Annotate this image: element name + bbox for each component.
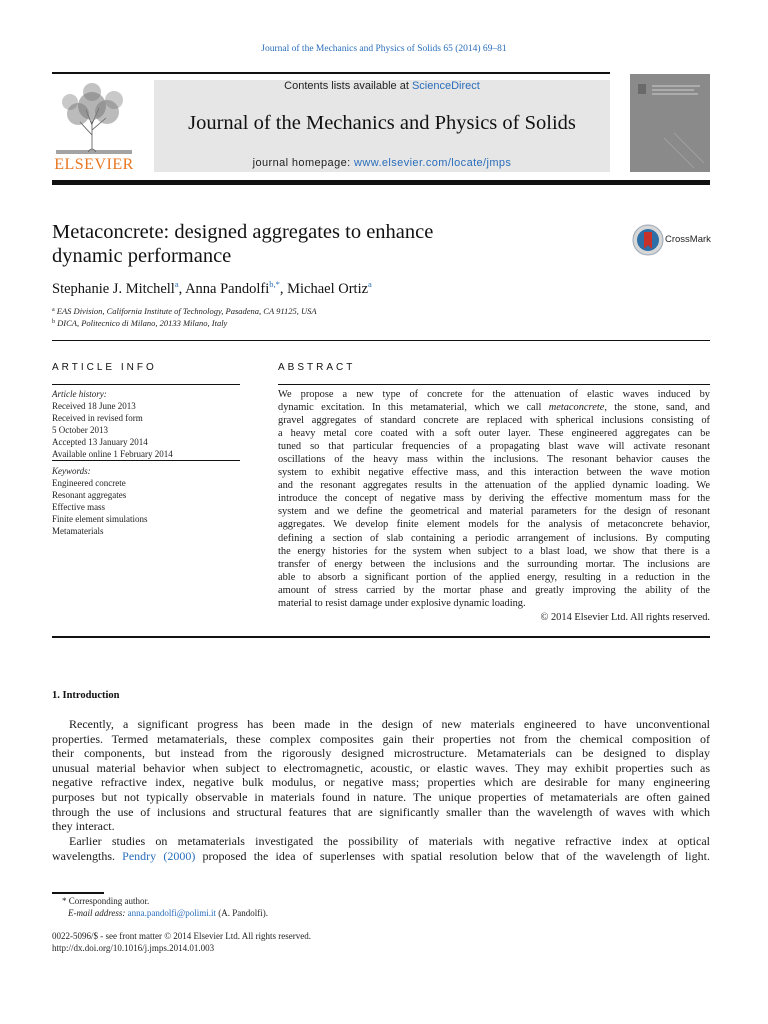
emphasized-term: metaconcrete bbox=[548, 402, 605, 414]
keywords-block: Keywords: Engineered concrete Resonant aggregates Effective mass Finite element simulations Metamaterials bbox=[52, 466, 148, 536]
keywords-rule bbox=[52, 460, 240, 461]
author-name[interactable]: Anna Pandolfi bbox=[185, 281, 270, 297]
cover-decoration bbox=[634, 78, 706, 168]
journal-citation[interactable]: Journal of the Mechanics and Physics of Solids 65 (2014) 69–81 bbox=[261, 44, 507, 54]
article-title: Metaconcrete: designed aggregates to enhance dynamic performance bbox=[52, 221, 434, 267]
article-info-rule bbox=[52, 384, 240, 385]
intro-paragraph-2-line-2: wavelengths. Pendry (2000) proposed the idea of superlenses with spatial resolution below that of the wavelength of light. bbox=[52, 848, 710, 863]
keyword: Engineered concrete bbox=[52, 477, 126, 488]
homepage-line: journal homepage: www.elsevier.com/locate/jmps bbox=[252, 157, 512, 169]
author-email-link[interactable]: anna.pandolfi@polimi.it bbox=[127, 908, 216, 918]
author-separator: , bbox=[279, 281, 288, 297]
contents-line: Contents lists available at ScienceDirect bbox=[284, 80, 480, 92]
keyword: Effective mass bbox=[52, 501, 106, 512]
author-separator: , bbox=[178, 281, 186, 297]
author-name[interactable]: Stephanie J. Mitchell bbox=[52, 281, 175, 297]
sciencedirect-link[interactable]: ScienceDirect bbox=[411, 80, 480, 92]
corresponding-author-note: * Corresponding author. bbox=[62, 896, 150, 906]
intro-paragraph-1: Recently, a significant progress has been made in the design of new materials engineered to have unconventional properties. Termed metamaterials, these complex composites gain their properties not from the chemical composition of their components, but instead from the rigorously designed microstructure. Metamaterials can be designed to display unusual material behavior when subject to electromagnetic, acoustic, or elastic waves. They may exhibit properties such as negative refractive index, negative bulk modulus, or negative mass; properties which are desirable for many engineering purposes but not typically observable in materials found in nature. The unique properties of metamaterials are often gained through the use of inclusions and structural features that are significantly smaller than the wavelength of waves with which they interact. bbox=[52, 717, 710, 834]
abstract-heading: ABSTRACT bbox=[278, 362, 356, 373]
pendry-citation-link[interactable]: Pendry (2000) bbox=[122, 848, 196, 863]
author-name[interactable]: Michael Ortiz bbox=[287, 281, 369, 297]
affiliation-a: $^a$ EAS Division, California Institute of Technology, Pasadena, CA 91125, USA bbox=[52, 306, 317, 316]
journal-name: Journal of the Mechanics and Physics of Solids bbox=[188, 112, 576, 134]
author-affil-sup[interactable]: a bbox=[174, 279, 179, 289]
keyword: Finite element simulations bbox=[52, 513, 148, 524]
abstract-bottom-rule bbox=[52, 636, 710, 638]
journal-homepage-link[interactable]: www.elsevier.com/locate/jmps bbox=[354, 157, 512, 169]
header-top-rule bbox=[52, 72, 610, 74]
abstract-copyright: © 2014 Elsevier Ltd. All rights reserved. bbox=[540, 612, 710, 623]
header-thick-rule bbox=[52, 180, 710, 185]
intro-paragraph-2: Earlier studies on metamaterials investigated the possibility of materials with negative refractive index at optical wavelengths. Pendry (2000) proposed the idea of superlenses with spatial resolution below that of the wavelength of light. bbox=[52, 834, 710, 863]
section-divider bbox=[52, 340, 710, 341]
keyword: Metamaterials bbox=[52, 525, 104, 536]
author-affil-sup[interactable]: a bbox=[368, 279, 372, 289]
abstract-rule bbox=[278, 384, 710, 385]
crossmark-icon[interactable] bbox=[632, 224, 664, 256]
email-note: E-mail address: anna.pandolfi@polimi.it (A. Pandolfi). bbox=[68, 908, 268, 918]
footnote-rule bbox=[52, 892, 104, 894]
issn-line: 0022-5096/$ - see front matter © 2014 Elsevier Ltd. All rights reserved. bbox=[52, 931, 312, 941]
article-info-heading: ARTICLE INFO bbox=[52, 362, 157, 373]
author-affil-sup[interactable]: b,* bbox=[269, 279, 280, 289]
affiliation-b: $^b$ DICA, Politecnico di Milano, 20133 Milano, Italy bbox=[52, 318, 228, 328]
elsevier-logo-text: ELSEVIER bbox=[54, 156, 134, 173]
doi-link[interactable]: http://dx.doi.org/10.1016/j.jmps.2014.01.003 bbox=[52, 943, 215, 953]
introduction-heading: 1. Introduction bbox=[52, 690, 120, 701]
crossmark-label[interactable]: CrossMark bbox=[665, 234, 711, 245]
author-list bbox=[52, 279, 652, 298]
keyword: Resonant aggregates bbox=[52, 489, 127, 500]
abstract-text: We propose a new type of concrete for the attenuation of elastic waves induced by dynamic excitation. In this metamaterial, which we call metaconcrete, the stone, sand, and gravel aggregates of standard concrete are replaced with spherical inclusions consisting of a heavy metal core coated with a soft outer layer. These engineered aggregates can be tuned so that particular frequencies of a propagating blast wave will activate resonant oscillations of the heavy mass within the inclusions. The resonant behavior causes the system to exhibit negative effective mass, and this interaction between the wave motion and the resonant aggregates results in the attenuation of the applied dynamic loading. We introduce the concept of negative mass by deriving the effective momentum mass for the system and we define the geometrical and material parameters for the design of resonant aggregates. We develop finite element models for the analysis of metaconcrete behavior, defining a section of slab containing a periodic arrangement of inclusions. By computing the energy histories for the system when subject to a blast load, we show that there is a transfer of energy between the inclusions and the surrounding mortar. The inclusions are able to absorb a significant portion of the applied energy, resulting in a reduction in the amount of stress carried by the mortar phase and greatly improving the ability of the material to resist damage under explosive dynamic loading. bbox=[278, 389, 710, 609]
article-history: Article history: Received 18 June 2013 Received in revised form 5 October 2013 Accepted 13 January 2014 Available online 1 February 2014 bbox=[52, 389, 173, 459]
